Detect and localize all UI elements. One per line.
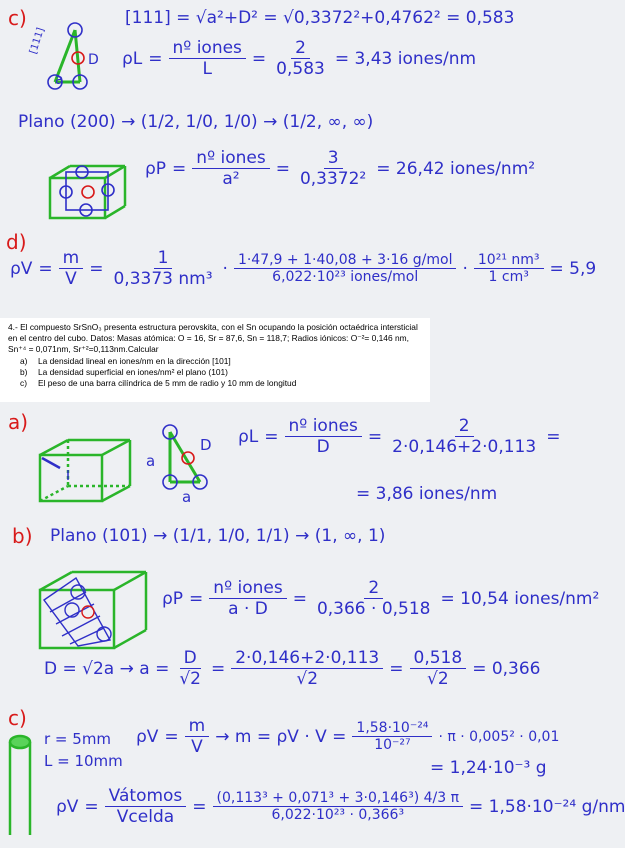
cylinder-diagram xyxy=(10,736,30,835)
volume-density-eq-d: ρV = $\frac{m}{V}$ = $\frac{1}{\text{0,3373 nm³}}$ · $\frac{\text{1·47,9 + 1·40,08 + 3·16 g/mol}}{\text{6,022·10²³ iones/mol}}$ · $\frac{\text{10²¹ nm³}}{\text{1 cm³}}$ = 5,9 xyxy=(10,248,597,289)
plane-101-line: Plano (101) → (1/1, 1/0, 1/1) → (1, ∞, 1) xyxy=(50,526,386,546)
diagram-label-a1: a xyxy=(146,452,156,470)
section-label-b: b) xyxy=(12,524,33,548)
problem-items xyxy=(8,356,424,390)
a-from-D-eq: D = √2a → a = $\frac{D}{√2}$ = $\frac{2\cdot 0,146+2\cdot 0,113}{√2}$ = $\frac{0,518}{√2}$ = 0,366 xyxy=(44,648,541,689)
section-label-d: d) xyxy=(6,230,27,254)
section-label-c2: c) xyxy=(8,706,27,730)
problem-item-c: c) El peso de una barra cilíndrica de 5 mm de radio y 10 mm de longitud xyxy=(20,378,297,389)
mass-result: = 1,24·10⁻³ g xyxy=(430,758,547,778)
diagram-label-111: [111] xyxy=(28,26,47,56)
section-label-a: a) xyxy=(8,410,29,434)
diagram-label-D: D xyxy=(88,52,99,68)
planar-density-eq-b: ρP = $\frac{\text{nº iones}}{a \cdot D}$ = $\frac{2}{0,366 \cdot 0,518}$ = 10,54 iones/nm² xyxy=(162,578,600,619)
problem-item-a: a) La densidad lineal en iones/nm en la dirección [101] xyxy=(20,355,231,366)
problem-intro: 4.- El compuesto SrSnO₃ presenta estructura perovskita, con el Sn ocupando la posición octaédrica intersticial en el centro del cubo. Datos: Masas atómica: O = 16, Sr = 87,6, Sn = 118,7; Radios iónicos: O⁻²= 0,146 nm, Sn⁺⁴ = 0,071nm, Sr⁺²=0,113nm.Calcular xyxy=(8,322,418,355)
mass-eq: ρV = $\frac{m}{V}$ → m = ρV · V = $\frac{\text{1,58·10⁻²⁴}}{\text{10⁻²⁷}}$ · π · 0,005² · 0,01 xyxy=(136,716,560,757)
section-label-c1: c) xyxy=(8,6,27,30)
diagram-label-a2: a xyxy=(182,488,192,506)
volume-density-eq-c: ρV = $\frac{\text{Vátomos}}{\text{Vcelda}}$ = $\frac{\text{(0,113³ + 0,071³ + 3·0,146³) 4/3 π}}{\text{6,022·10²³ · 0,366³}}$ = 1,58·10⁻²⁴ g/nm xyxy=(56,786,625,827)
problem-item-b: b) La densidad superficial en iones/nm² el plano (101) xyxy=(20,366,228,377)
hatched-plane xyxy=(44,578,111,646)
diagram-label-a: a xyxy=(55,72,64,88)
radius-value: r = 5mm xyxy=(44,730,112,748)
equation-111: [111] = √a²+D² = √0,3372²+0,4762² = 0,583 xyxy=(125,8,515,28)
length-value: L = 10mm xyxy=(44,752,123,770)
direction-arrow xyxy=(42,458,60,468)
linear-density-result-a: = 3,86 iones/nm xyxy=(356,484,498,504)
triangle-diagram-2 xyxy=(170,432,200,482)
linear-density-eq-a: ρL = $\frac{\text{nº iones}}{D}$ = $\frac{2}{2\cdot 0,146+2\cdot 0,113}$ = xyxy=(238,416,561,457)
plane-200-line: Plano (200) → (1/2, 1/0, 1/0) → (1/2, ∞, ∞) xyxy=(18,112,374,132)
diagram-label-D2: D xyxy=(200,436,212,454)
planar-density-eq-1: ρP = $\frac{\text{nº iones}}{\text{a²}}$ = $\frac{3}{\text{0,3372²}}$ = 26,42 iones/nm² xyxy=(145,148,536,189)
cube-diagram-2 xyxy=(40,440,130,501)
linear-density-eq-1: ρL = $\frac{\text{nº iones}}{L}$ = $\frac{2}{0,583}$ = 3,43 iones/nm xyxy=(122,38,477,79)
problem-statement xyxy=(0,318,430,402)
